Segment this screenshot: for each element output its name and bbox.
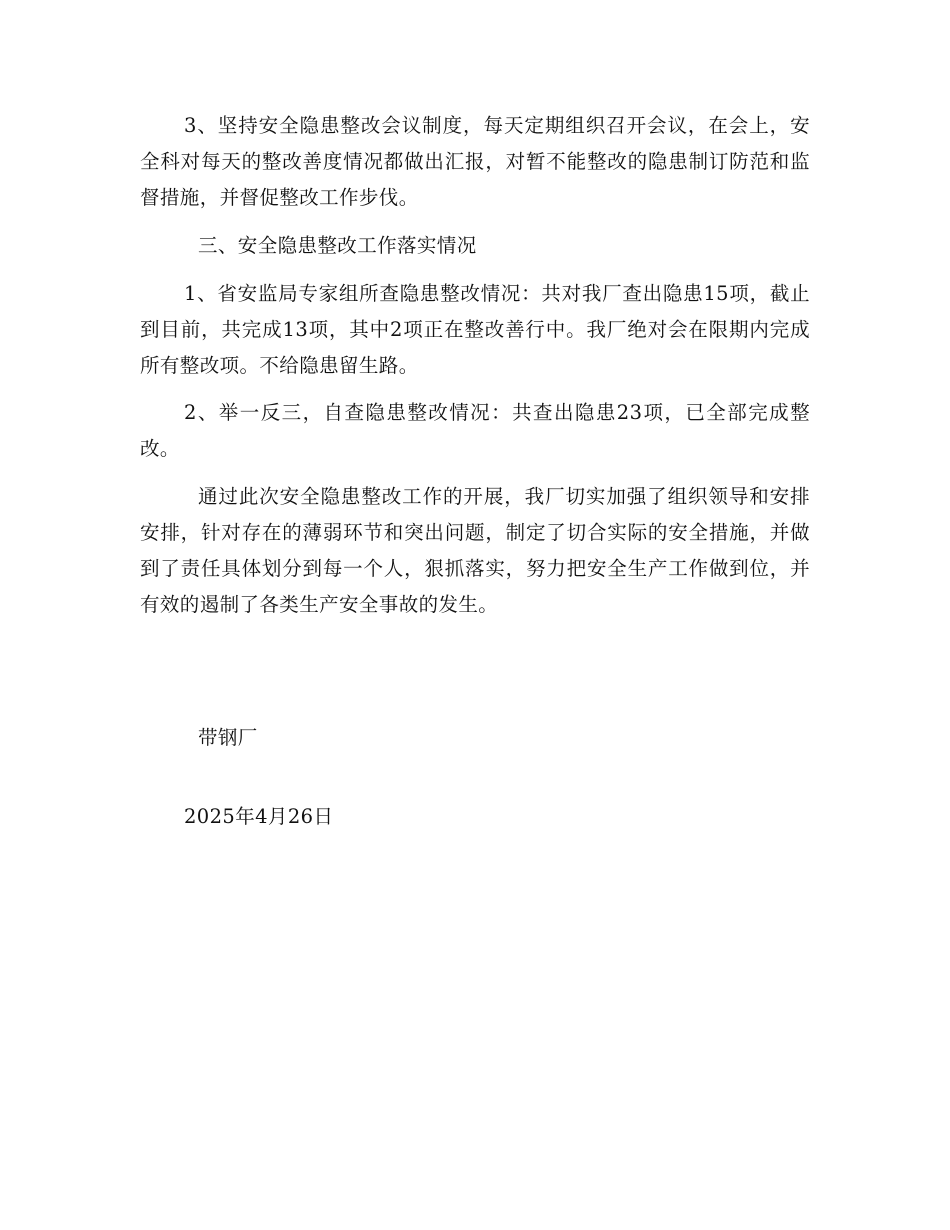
signature-organization: 带钢厂	[198, 726, 258, 749]
paragraph-meeting-system: 3、坚持安全隐患整改会议制度，每天定期组织召开会议，在会上，安全科对每天的整改善度情况都做出汇报，对暂不能整改的隐患制订防范和监督措施，并督促整改工作步伐。	[140, 114, 810, 209]
document-body	[140, 108, 810, 623]
signature-date: 2025年4月26日	[184, 805, 334, 828]
paragraph-expert-inspection: 1、省安监局专家组所查隐患整改情况：共对我厂查出隐患15项，截止到目前，共完成13项，其中2项正在整改善行中。我厂绝对会在限期内完成所有整改项。不给隐患留生路。	[140, 282, 810, 377]
section-heading-implementation: 三、安全隐患整改工作落实情况	[198, 234, 477, 257]
paragraph-self-inspection: 2、举一反三，自查隐患整改情况：共查出隐患23项，已全部完成整改。	[140, 401, 810, 460]
paragraph-summary: 通过此次安全隐患整改工作的开展，我厂切实加强了组织领导和安排安排，针对存在的薄弱环节和突出问题，制定了切合实际的安全措施，并做到了责任具体划分到每一个人，狠抓落实，努力把安全生产工作做到位，并有效的遏制了各类生产安全事故的发生。	[140, 485, 810, 616]
